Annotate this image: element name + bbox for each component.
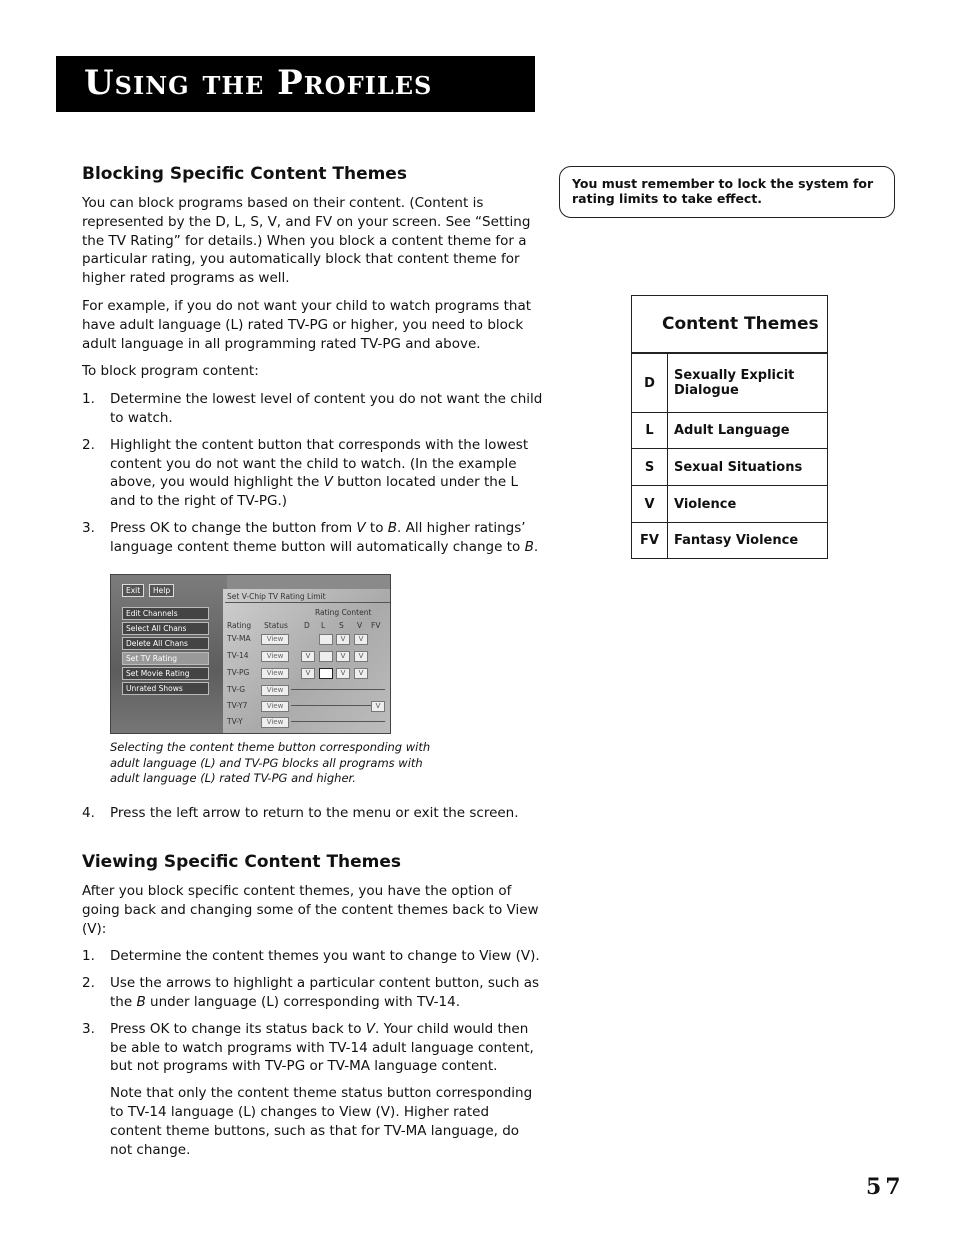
rating-tv-ma: TV-MA [227, 634, 251, 643]
content-themes-title: Content Themes [632, 296, 827, 353]
viewing-heading: Viewing Specific Content Themes [82, 852, 402, 872]
view-button: View [261, 668, 289, 679]
blocking-para-3: To block program content: [82, 363, 259, 380]
blocking-step-4-wrapper [82, 804, 544, 823]
page-header [56, 56, 535, 112]
theme-row-s: S Sexual Situations [632, 448, 827, 485]
exit-button: Exit [122, 584, 144, 597]
viewing-note: Note that only the content theme status button corresponding to TV-14 language (L) changes to View (V). Higher rated content theme buttons, such as that for TV-MA language, do not change. [110, 1085, 533, 1158]
help-button: Help [149, 584, 174, 597]
menu-delete-all-chans: Delete All Chans [122, 637, 209, 650]
blocking-para-1: You can block programs based on their content. (Content is represented by the D, L, S, V, and FV on your screen. See “Setting the TV Rating” for details.) When you block a content theme for a particular rating, you automatically block that content theme for higher rated programs as well. [82, 195, 531, 287]
viewing-step-3: 3. Press OK to change its status back to V. Your child would then be able to watch programs with TV-14 adult language content, but not programs with TV-PG or TV-MA language content. [82, 1020, 534, 1075]
blocking-step-4: 4. Press the left arrow to return to the menu or exit the screen. [82, 805, 519, 821]
content-button: V [336, 651, 350, 662]
menu-set-movie-rating: Set Movie Rating [122, 667, 209, 680]
selected-content-button [319, 668, 333, 679]
rating-tv-y7: TV-Y7 [227, 701, 248, 710]
content-themes-table [631, 295, 828, 559]
col-v: V [357, 621, 363, 630]
blocking-section [82, 163, 544, 557]
content-button: V [336, 634, 350, 645]
content-button: V [354, 651, 368, 662]
content-button: V [354, 668, 368, 679]
vchip-screen-illustration [110, 574, 391, 734]
content-button: V [371, 701, 385, 712]
rating-tv-g: TV-G [227, 685, 246, 694]
rating-content-label: Rating Content [315, 608, 372, 617]
content-button [319, 651, 333, 662]
content-button [319, 634, 333, 645]
rating-tv-y: TV-Y [227, 717, 243, 726]
content-button: V [336, 668, 350, 679]
view-button: View [261, 685, 289, 696]
viewing-para-1: After you block specific content themes, you have the option of going back and changing some of the content themes back to View (V): [82, 883, 539, 937]
theme-row-l: L Adult Language [632, 412, 827, 448]
view-button: View [261, 717, 289, 728]
rating-tv-pg: TV-PG [227, 668, 250, 677]
col-fv: FV [371, 621, 381, 630]
content-button: V [301, 668, 315, 679]
col-s: S [339, 621, 344, 630]
blocking-step-3: 3. Press OK to change the button from V to B. All higher ratings’ language content theme button will automatically change to B. [82, 519, 539, 555]
viewing-step-2: 2. Use the arrows to highlight a particular content button, such as the B under language (L) corresponding with TV-14. [82, 975, 540, 1010]
blocking-step-1: 1. Determine the lowest level of content you do not want the child to watch. [82, 391, 543, 426]
menu-set-tv-rating: Set TV Rating [122, 652, 209, 665]
view-button: View [261, 651, 289, 662]
col-rating: Rating [227, 621, 252, 630]
theme-row-d: D Sexually Explicit Dialogue [632, 353, 827, 412]
lock-reminder-note: You must remember to lock the system for rating limits to take effect. [559, 166, 895, 218]
figure-caption: Selecting the content theme button corresponding with adult language (L) and TV-PG blocks all programs with adult language (L) rated TV-PG and higher. [110, 740, 431, 785]
col-l: L [321, 621, 326, 630]
theme-row-fv: FV Fantasy Violence [632, 522, 827, 558]
blocking-heading: Blocking Specific Content Themes [82, 164, 407, 184]
menu-select-all-chans: Select All Chans [122, 622, 209, 635]
rating-tv-14: TV-14 [227, 651, 249, 660]
viewing-section [82, 851, 544, 1159]
panel-title: Set V-Chip TV Rating Limit [227, 592, 326, 601]
theme-row-v: V Violence [632, 485, 827, 522]
page-number: 57 [866, 1174, 905, 1200]
menu-unrated-shows: Unrated Shows [122, 682, 209, 695]
view-button: View [261, 701, 289, 712]
viewing-step-1: 1. Determine the content themes you want to change to View (V). [82, 948, 540, 965]
view-button: View [261, 634, 289, 645]
content-button: V [301, 651, 315, 662]
blocking-para-2: For example, if you do not want your child to watch programs that have adult language (L) rated TV-PG or higher, you need to block adult language in all programming rated TV-PG and above. [82, 297, 532, 352]
col-status: Status [264, 621, 288, 630]
blocking-step-2: 2. Highlight the content button that corresponds with the lowest content you do not want the child to watch. (In the example above, you would highlight the V button located under the L and to the right of TV-PG.) [82, 436, 529, 510]
page-title: Using the Profiles [84, 63, 433, 103]
content-button: V [354, 634, 368, 645]
col-d: D [304, 621, 310, 630]
menu-edit-channels: Edit Channels [122, 607, 209, 620]
